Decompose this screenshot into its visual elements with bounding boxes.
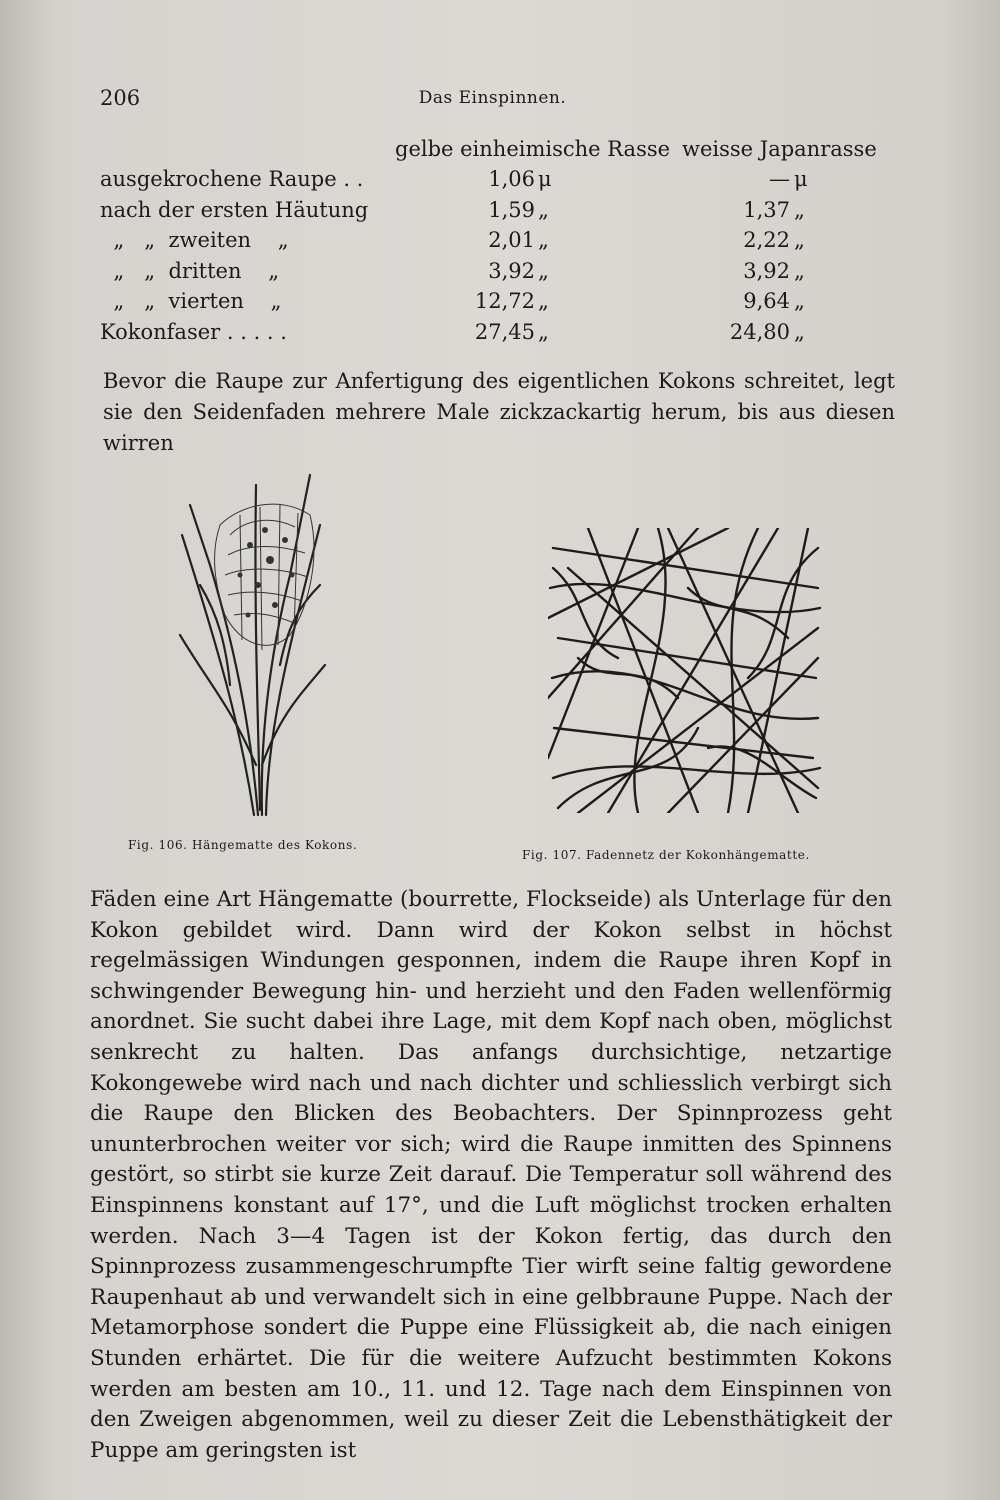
cell-unit-japan: μ (794, 167, 808, 191)
thread-net-illustration (548, 528, 824, 813)
cell-unit-yellow: μ (538, 167, 552, 191)
cell-value-yellow: 12,72 (474, 289, 535, 313)
cell-value-japan: — (769, 167, 790, 191)
cell-value-yellow: 3,92 (488, 258, 535, 283)
cell-unit-japan: „ (794, 228, 805, 252)
row-label: „ „ vierten „ (100, 289, 282, 313)
cell-unit-japan: „ (794, 197, 805, 222)
cell-unit-japan: „ (794, 289, 805, 313)
row-label: nach der ersten Häutung (100, 197, 369, 222)
cell-unit-yellow: „ (538, 197, 549, 222)
cocoon-hammock-illustration (170, 465, 330, 825)
cell-unit-yellow: „ (538, 228, 549, 252)
cell-value-yellow: 2,01 (488, 228, 535, 252)
cell-value-yellow: 27,45 (474, 319, 535, 344)
figure-106-caption: Fig. 106. Hängematte des Kokons. (128, 838, 358, 852)
table-row (100, 225, 900, 256)
cell-value-japan: 1,37 (743, 197, 790, 222)
row-label: „ „ zweiten „ (100, 228, 289, 252)
page-number: 206 (100, 86, 141, 110)
table-row (100, 164, 900, 195)
cell-value-japan: 24,80 (729, 319, 790, 344)
cell-value-japan: 2,22 (743, 228, 790, 252)
cell-value-japan: 9,64 (743, 289, 790, 313)
row-label: Kokonfaser . . . . . (100, 319, 287, 344)
cell-unit-japan: „ (794, 319, 805, 344)
figure-107-caption: Fig. 107. Fadennetz der Kokonhängematte. (522, 848, 810, 862)
measurement-table (100, 134, 900, 347)
cell-unit-yellow: „ (538, 289, 549, 313)
cell-value-yellow: 1,06 (488, 167, 535, 191)
paragraph-intro: Bevor die Raupe zur Anfertigung des eigentlichen Kokons schreitet, legt sie den Seidenfaden mehrere Male zickzackartig herum, bis aus diesen wirren (103, 369, 895, 455)
table-header (100, 134, 900, 164)
cell-value-yellow: 1,59 (488, 197, 535, 222)
table-row (100, 256, 900, 287)
cell-value-japan: 3,92 (743, 258, 790, 283)
paragraph-main (90, 885, 892, 1466)
column-header-japan-race: weisse Japanrasse (682, 137, 877, 161)
table-row (100, 317, 900, 348)
row-label: ausgekrochene Raupe . . (100, 167, 364, 191)
column-header-yellow-race: gelbe einheimische Rasse (395, 137, 671, 161)
table-row (100, 195, 900, 226)
row-label: „ „ dritten „ (100, 258, 280, 283)
page-header (100, 86, 885, 116)
cell-unit-japan: „ (794, 258, 805, 283)
running-title: Das Einspinnen. (418, 88, 567, 108)
table-row (100, 286, 900, 317)
cell-unit-yellow: „ (538, 258, 549, 283)
paragraph-main-text: Fäden eine Art Hängematte (bourrette, Flockseide) als Unterlage für den Kokon gebildet wird. Dann wird der Kokon selbst in höchst regelmässigen Windungen gesponnen, indem die Raupe ihren Kopf in schwingender Bewegung hin- und herzieht und den Faden wellenförmig anordnet. Sie sucht dabei ihre Lage, mit dem Kopf nach oben, möglichst senkrecht zu halten. Das anfangs durchsichtige, netzartige Kokongewebe wird nach und nach dichter und schliesslich verbirgt sich die Raupe den Blicken des Beobachters. Der Spinnprozess geht ununterbrochen weiter vor sich; wird die Raupe inmitten des Spinnens gestört, so stirbt sie kurze Zeit darauf. Die Temperatur soll während des Einspinnens konstant auf 17°, und die Luft möglichst trocken erhalten werden. Nach 3—4 Tagen ist der Kokon fertig, das durch den Spinnprozess zusammengeschrumpfte Tier wirft seine faltig gewordene Raupenhaut ab und verwandelt sich in eine gelbbraune Puppe. Nach der Metamorphose sondert die Puppe eine Flüssigkeit ab, die nach einigen Stunden erhärtet. Die für die weitere Aufzucht bestimmten Kokons werden am besten am 10., 11. und 12. Tage nach dem Einspinnen von den Zweigen abgenommen, weil zu dieser Zeit die Lebensthätigkeit der Puppe am geringsten ist (90, 887, 892, 1463)
cell-unit-yellow: „ (538, 319, 549, 344)
